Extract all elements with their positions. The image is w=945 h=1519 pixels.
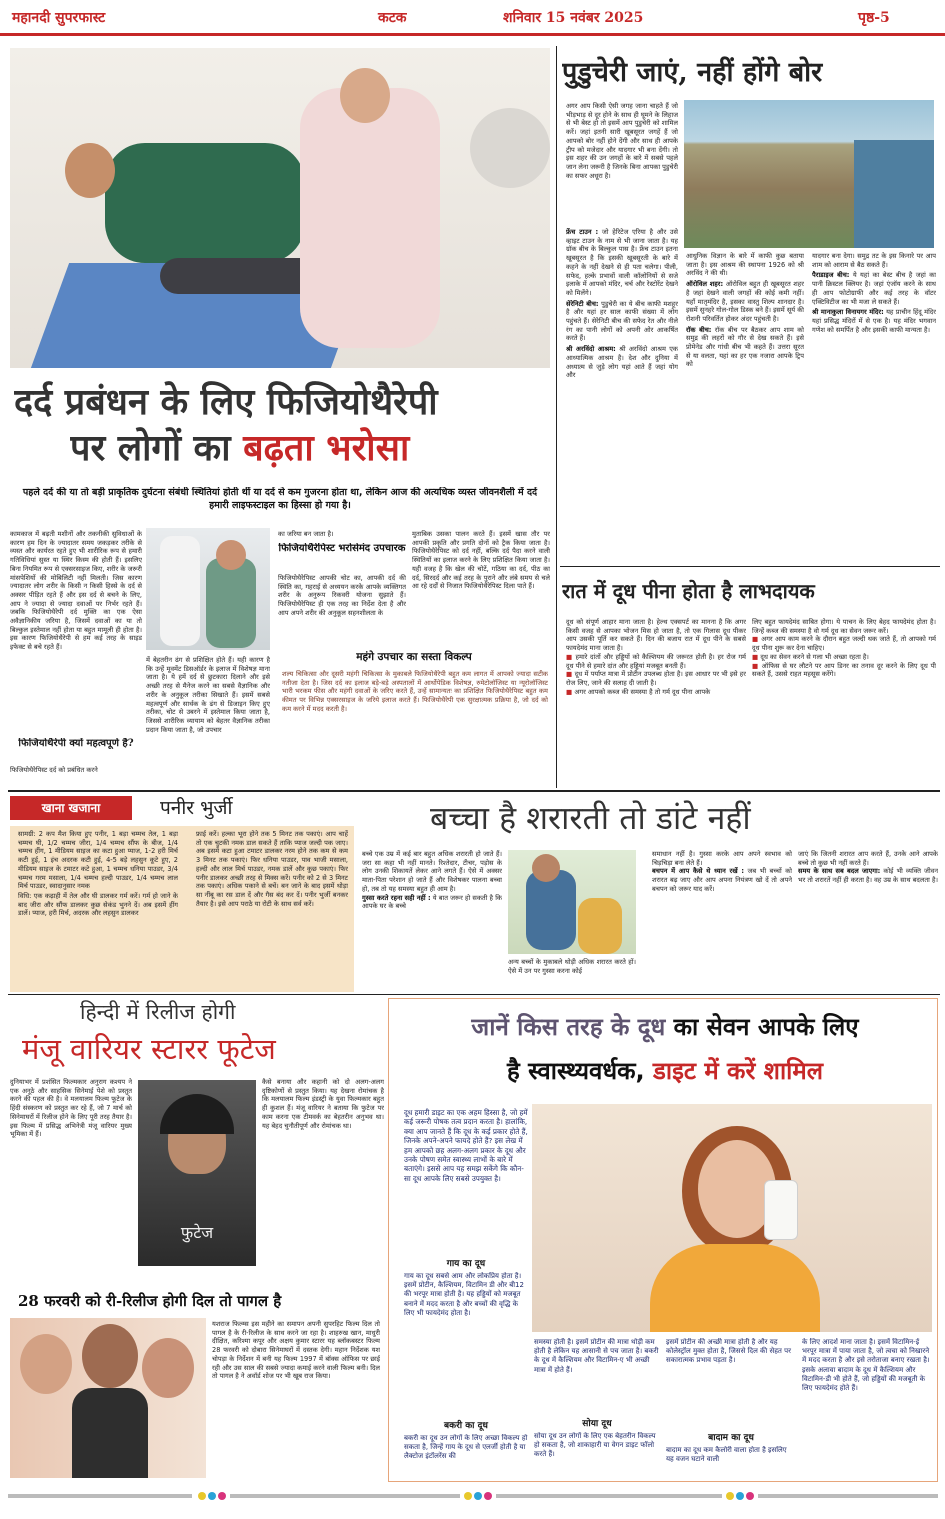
physio-col1-tail: फिजियोथैरेपिस्ट दर्द को प्रबंधित करने xyxy=(10,766,98,774)
cheap-treatment-body: शल्य चिकित्सा और दूसरी महंगी चिकित्सा के मुकाबले फिजियोथैरेपी बहुत कम लागत में आपको ज्यादा सटीक नतीजा देता है। जिस दर्द का इलाज बड़े-बड़े अस्पतालों में आर्थोपेडिक विशेषज्ञ, रुमेटोलॉजिस्ट या न्यूरोलॉजिस्ट भारी भरकम फीस और महंगी दवाओं के जरिए करते हैं, उन्हें सामान्यतः का प्रशिक्षित फिजियोथैरेपिस्ट बहुत कम कीमत पर विभिन्न एक्सरसाइज के जरिये इलाज करते हैं। फिजियोथैरेपी एक सुरक्षात्मक प्रक्रिया है, जो दर्द को कम करने में मदद करती है। xyxy=(282,670,548,713)
recipe-tag: खाना खजाना xyxy=(10,796,132,820)
milk-col4-body: के लिए आदर्श माना जाता है। इसमें विटामिन-ई भरपूर मात्रा में पाया जाता है, जो त्वचा को निखारने में मदद करता है और इसे तरोताजा बनाए रखता है। इसके अलावा बादाम के दूध में कैल्शियम और विटामिन-डी भी होते हैं, जो हड्डियों की मजबूती के लिए फायदेमंद होते हैं। xyxy=(802,1338,930,1393)
print-registration-strip xyxy=(8,1490,938,1502)
pondy-col2 xyxy=(686,252,804,558)
kids-col3-subhead: बचपन में आप कैसे थे ध्यान रखें : xyxy=(652,867,744,876)
physio-headline-line2b: बढ़ता भरोसा xyxy=(243,427,410,469)
milk-night-point: ■ अगर आपको कब्ज की समस्या है तो गर्म दूध पीना आपके xyxy=(566,687,711,696)
physio-col4: मुताबिक उसका पालन करते हैं। इसमें खास तौर पर आपकी प्रकृति और प्रगति दोनों को ट्रैक किया जाता है। फिजियोथैरेपिस्ट को दर्द नहीं, बल्कि दर्द पैदा करने वाली स्थितियों का इलाज करने के लिए प्रशिक्षित किया जाता है। यही वजह है कि खेल की चोटें, गठिया का दर्द, पीठ का दर्द, सिरदर्द और कई तरह के पुराने और लंबे समय से चले आ रहे दर्दों से निजात फिजियोथैरेपिस्ट दिला पाते हैं। xyxy=(412,530,550,591)
kids-photo xyxy=(508,850,636,954)
milk-night-col2-intro: लिए बहुत फायदेमंद साबित होगा। ये पाचन के लिए बेहद फायदेमंद होता है। जिन्हें कब्ज की समस्या है वो गर्म दूध का सेवन जरूर करें। xyxy=(752,618,936,635)
physio-col3-subhead: फिजियोथैरेपिस्ट भरोसेमंद उपचारक xyxy=(278,543,406,554)
pondy-item xyxy=(686,280,804,324)
pondy-aerial-photo xyxy=(684,100,934,248)
pondy-item-key: फ्रेंच टाउन : xyxy=(566,228,599,236)
milk-col3-body: इसमें प्रोटीन की अच्छी मात्रा होती है और यह कोलेस्ट्रॉल मुक्त होता है, जिससे दिल की सेहत पर सकारात्मक प्रभाव पड़ता है। xyxy=(666,1338,791,1365)
physio-inset-photo xyxy=(146,528,270,650)
physio-intro: पहले दर्द की या तो बड़ी प्राकृतिक दुर्घटना संबंधी स्थितियां होती थीं या दर्द से कम गुजरना होता था, लेकिन आज की अत्यधिक व्यस्त जीवनशैली में दर्द हमारी लाइफस्टाइल का हिस्सा हो गया है। xyxy=(22,487,538,511)
milk-types-intro: दूध हमारी डाइट का एक अहम हिस्सा है, जो हमें कई जरूरी पोषक तत्व प्रदान करता है। हालांकि, क्या आप जानते हैं कि दूध के कई प्रकार होते हैं, जिनके अपने-अपने फायदे होते हैं? इस लेख में हम आपको छह अलग-अलग प्रकार के दूध और उनके पोषण समेत स्वास्थ्य लाभों के बारे में बताएंगे। इससे आप यह समझ सकेंगे कि कौन-सा दूध आपके लिए सबसे उपयुक्त है। xyxy=(404,1108,528,1183)
page-number: पृष्ठ-5 xyxy=(858,10,890,26)
manju-col2: कैसे बनाया और कहानी को दो अलग-अलग दृष्टिकोणों से प्रस्तुत किया। यह देखना रोमांचक है कि मलयालम फिल्म इंडस्ट्री के युवा फिल्मकार बहुत ही कुशल हैं। मंजू वारियर ने बताया कि फुटेज पर काम करना एक टीमवर्क का बेहतरीन अनुभव था। यह बेहद चुनौतीपूर्ण और रोमांचक था। xyxy=(262,1078,384,1130)
kids-col4-body: जाएं कि जितनी शरारत आप करते हैं, उनके आने आपके बच्चे तो कुछ भी नहीं करते हैं। xyxy=(798,850,938,867)
physio-col1: कामकाज में बढ़ती मशीनों और तकनीकी सुविधाओं के कारण हम दिन के ज्यादातर समय जकड़कर तरीके से व्यस्त और कार्यरत रहते हुए भी शारीरिक रूप से हमारी गतिविधियां सुस्त या स्थिर किस्म की होती हैं। इसलिए बिना नियमित रूप से एक्सरसाइज किए, शरीर के जरूरी मांसपेशियों की मोबिलिटी नहीं मिलती। जिस कारण ज्यादातर लोग शरीर के किसी न किसी हिस्से के दर्द से अक्सर पीड़ित रहते हैं और इस दर्द से बचने के लिए, आप ने ज्यादा से ज्यादा दवाओं पर निर्भर रहते हैं। जबकि फिजियोथैरेपी दर्द मुक्ति का एक ऐसा अवैज्ञानिकीय जरिया है, जिसमें दवाओं का या तो बिल्कुल इस्तेमाल नहीं होता या बहुत मामूली ही होता है। इस कारण फिजियोथैरेपी से हम कई तरह के साइड इफेक्ट से बचे रहते हैं। xyxy=(10,530,142,652)
recipe-col2: फ्राई करें। हल्का भूरा होने तक 5 मिनट तक पकाएं। आप चाहें तो एक चुटकी नमक डाल सकते हैं ताकि प्याज जल्दी पक जाए। अब इसमें कटा हुआ टमाटर डालकर नरम होने तक कम से कम 3 मिनट तक पकाएं। फिर धनिया पाउडर, पाव भाजी मसाला, हल्दी और लाल मिर्च पाउडर, नमक डालें और कुछ पकाएं। फिर पनीर डालकर अच्छी तरह से मिक्स करें। पनीर को 2 से 3 मिनट तक पकाएं। अधिक पकाने से बचें। बन जाने के बाद इसमें थोड़ा सा नींबू का रस डाल दें और गैस बंद कर दें। पनीर भुर्जी बनकर तैयार है। इसे आप पराठे या रोटी के साथ सर्व करें। xyxy=(196,830,348,908)
kids-col1-subhead: गुस्सा करते रहना सही नहीं : xyxy=(362,893,431,902)
milk-night-point-text: ऑफिस से घर लौटने पर आप डिनर का तनाव दूर करने के लिए दूध पी सकते हैं, उससे राहत महसूस करेंगे। xyxy=(752,661,936,679)
recipe-ingredients: सामग्री: 2 कप मैश किया हुए पनीर, 1 बड़ा चम्मच तेल, 1 बड़ा चम्मच घी, 1/2 चम्मच जीरा, 1/4 चम्मच सौंफ के बीज, 1/4 चम्मच हींग, 1 मीडियम साइज का कटा हुआ प्याज, 1-2 हरी मिर्च कटी हुई, 1 इंच अदरक कटी हुई, 4-5 बड़े लहसुन कूटे हुए, 2 मीडियम साइज के टमाटर कटे हुआ, 1 चम्मच धनिया पाउडर, 3/4 चम्मच गरम मसाला, 1/4 चम्मच हल्दी पाउडर, 1/4 चम्मच लाल मिर्च पाउडर, स्वादानुसार नमक xyxy=(18,830,178,891)
pondy-item-text: पुडुचेरी का ये बीच काफी मशहूर है और यहां हर साल काफी संख्या में लोग पहुंचते हैं। सेरेनिटी बीच की सफेद रेत और नीले रंग का पानी लोगों को अपनी ओर आकर्षित करते हैं। xyxy=(566,299,678,343)
pondy-item-key: श्री अरविंदो आश्रम: xyxy=(566,345,616,354)
milk-cow-body: गाय का दूध सबसे आम और लोकप्रिय होता है। इसमें प्रोटीन, कैल्शियम, विटामिन डी और बी12 की भरपूर मात्रा होती है। यह हड्डियों को मजबूत बनाने में मदद करता है और बच्चों की वृद्धि के लिए भी फायदेमंद होता है। xyxy=(404,1272,524,1317)
kids-col4 xyxy=(798,850,938,986)
kids-col1-tail: ये बात जरूर हो सकती है कि आपके घर के बच्चे xyxy=(362,893,502,911)
manju-col1: दुनियाभर में प्रशंसित फिल्मकार अनुराग कश्यप ने एक अनूठे और साहसिक सिनेमाई पेशे को प्रस्तुत करने की पहल की है। वे मलयालम फिल्म फूटेज के हिंदी संस्करण को प्रस्तुत कर रहे हैं, जो 7 मार्च को सिनेमाघरों में रिलीज होने के लिए पूरी तरह तैयार है। इस फिल्म में प्रसिद्ध अभिनेत्री मंजू वारियर मुख्य भूमिका में हैं। xyxy=(10,1078,132,1139)
kids-col1-body: बच्चे एक उम्र में कई बार बहुत अधिक शरारती हो जाते हैं। जरा सा कहा भी नहीं मानते। रिश्तेदार, टीचर, पड़ोस के लोग उनकी शिकायतें लेकर आने लगते हैं। ऐसे में अक्सर माता-पिता परेशान हो जाते हैं और विशेषकर पालना बच्चा हो, तब तो यह समस्या बहुत ही आम है। xyxy=(362,850,502,893)
milk-girl-photo xyxy=(532,1104,932,1332)
dil-title: 28 फरवरी को री-रिलीज होगी दिल तो पागल है xyxy=(18,1292,282,1310)
milk-night-point: ■ हमारे दांतों और हड्डियों को कैल्शियम की जरूरत होती है। हर रोज गर्म दूध पीने से हमारे दांत और हड्डियां मजबूत बनती हैं। xyxy=(566,652,746,670)
kids-col3-body: समाधान नहीं है। गुस्सा करके आप अपने स्वभाव को चिड़चिड़ा बना लेते हैं। xyxy=(652,850,792,867)
milk-night-point: ■ दूध का सेवन करने से गला भी अच्छा रहता है। xyxy=(752,652,869,661)
milk-almond-heading: बादाम का दूध xyxy=(708,1433,754,1443)
kids-col1 xyxy=(362,850,502,984)
milk-night-title: रात में दूध पीना होता है लाभदायक xyxy=(562,579,815,603)
milk-types-title-1b: का सेवन आपके लिए xyxy=(673,1013,859,1041)
milk-night-col1 xyxy=(566,618,746,786)
milk-soy-body: सोया दूध उन लोगों के लिए एक बेहतरीन विकल्प हो सकता है, जो शाकाहारी या वेगन डाइट फॉलो करते हैं। xyxy=(534,1432,656,1459)
pondy-item xyxy=(566,228,678,298)
kids-col3-tail: जब भी बच्चों को शरारत बढ़ जाए और आप अपना नियंत्रण खो दें तो अपने बचपन को जरूर याद करें। xyxy=(652,867,792,893)
physio-headline-line2 xyxy=(70,426,550,470)
section-rule xyxy=(8,994,940,995)
milk-night-col2 xyxy=(752,618,936,786)
physio-col3: फिजियोथैरेपिस्ट आपकी चोट का, आपकी दर्द की स्थिति का, गहराई से अध्ययन करके आपके व्यक्तिगत शरीर के अनुरूप रिकवरी योजना सुझाते हैं। फिजियोथैरेपिस्ट ही एक तरह का निर्देश देता है और आप अपने शरीर की अनुकूल सहनशीलता के xyxy=(278,574,406,617)
milk-night-point-text: दूध का सेवन करने से गला भी अच्छा रहता है। xyxy=(760,652,869,661)
pondy-col3-intro: यादगार बना देगा। समुद्र तट के इस किनारे पर आप शाम को आराम से बैठ सकते हैं। xyxy=(812,252,936,269)
issue-date: शनिवार 15 नवंबर 2025 xyxy=(503,10,644,26)
kids-col2: अन्य बच्चों के मुकाबले थोड़ी अधिक शरारत करते हों। ऐसे में उन पर गुस्सा करना कोई xyxy=(508,958,636,975)
milk-night-intro: दूध को संपूर्ण आहार माना जाता है। हेल्थ एक्सपर्ट का मानना है कि अगर किसी वजह से आपका भोजन मिस हो जाता है, तो एक गिलास दूध पीकर आप उसकी पूर्ति कर सकते हैं। दिन की बजाय रात में दूध पीने के सबसे फायदेमंद माना जाता है। xyxy=(566,618,746,653)
milk-night-point: ■ अगर आप काम करने के दौरान बहुत जल्दी थक जाते हैं, तो आपको गर्म दूध पीना शुरू कर देना चाहिए। xyxy=(752,635,936,653)
milk-night-point-text: हमारे दांतों और हड्डियों को कैल्शियम की जरूरत होती है। हर रोज गर्म दूध पीने से हमारे दांत और हड्डियां मजबूत बनती हैं। xyxy=(566,652,746,670)
kids-col4-subhead: समय के साथ सब बदल जाएगा: xyxy=(798,867,881,876)
physio-col3-lead: का जरिया बन जाता है। xyxy=(278,530,334,538)
recipe-title: पनीर भुर्जी xyxy=(160,797,233,819)
city: कटक xyxy=(378,10,407,26)
pondy-item-key: रॉक बीच: xyxy=(686,325,712,334)
milk-types-title-2a: है स्वास्थ्यवर्धक, xyxy=(506,1057,654,1085)
pondy-item-text: रॉक बीच पर बैठकर आप शाम को समुद्र की लहरों को गौर से देख सकते हैं। इसे प्रोमेनेड और गांधी बीच भी कहते हैं। उत्तरा सूरत से या वलता, यहां का हर एक नजारा आपके ट्रिप को xyxy=(686,325,804,369)
pondy-item-text: यह प्राचीन हिंदू मंदिर यहां प्रसिद्ध मंदिरों में से एक है। यह मंदिर भगवान गणेश को समर्पित है और इसकी काफी मान्यता है। xyxy=(812,308,936,334)
recipe-col1 xyxy=(18,830,178,988)
pondy-item xyxy=(686,326,804,370)
milk-types-title-1a: जानें किस तरह के दूध xyxy=(471,1013,674,1041)
milk-goat-heading: बकरी का दूध xyxy=(444,1421,488,1431)
manju-title: मंजू वारियर स्टारर फूटेज xyxy=(22,1032,276,1066)
physio-headline-line1: दर्द प्रबंधन के लिए फिजियोथैरेपी xyxy=(14,381,438,423)
column-divider xyxy=(556,46,557,788)
milk-types-title-line1 xyxy=(400,1006,930,1048)
kids-col4-tail: कोई भी व्यक्ति जीवन भर तो शरारतें नहीं ही करता है। वह उम्र के साथ बदलता है। xyxy=(798,867,938,885)
milk-soy-heading: सोया दूध xyxy=(582,1419,612,1429)
pondy-item-text: श्री अरविंदो आश्रम एक आध्यात्मिक आश्रम है। देश और दुनिया में अध्यात्म से जुड़े लोग यहां आते हैं जहां योग और xyxy=(566,345,678,380)
section-rule xyxy=(8,790,940,792)
dil-photo xyxy=(10,1318,206,1478)
masthead xyxy=(0,0,945,36)
section-rule xyxy=(560,566,940,567)
pondy-item xyxy=(566,300,678,344)
pondy-item-text: जो हेरिटेज एरिया है और उसे व्हाइट टाउन के नाम से भी जाना जाता है। यह ग्रॉक बीच के बिल्कुल पास है। फ्रेंच टाउन इतना खूबसूरत है कि इसकी खूबसूरती के बारे में कहने के नहीं देखने से ही पता चलेगा। पीली, सफेद, हल्के प्रभावों वाली कॉलोनियों से सजे इलाके में आपको मंदिर, चर्च और रेस्टोरेंट देखने को मिलेंगे। xyxy=(566,228,678,297)
milk-night-point: ■ ऑफिस से घर लौटने पर आप डिनर का तनाव दूर करने के लिए दूध पी सकते हैं, उससे राहत महसूस करेंगे। xyxy=(752,661,936,679)
physio-col2: में बेहतरीन ढंग से प्रशिक्षित होते हैं। यही कारण है कि उन्हें मूवमेंट डिसऑर्डर के इलाज में विशेषज्ञ माना जाता है। ये हमें दर्द से छुटकारा दिलाने और इसे अच्छी तरह से मैनेज करने का सबसे वैज्ञानिक और शरीर के अनुकूल तरीका सिखाते हैं। इसमें सबसे महत्वपूर्ण और सार्थक के ढंग से डिजाइन किए हुए तरीका, चोट से उबरने में इस्तेमाल किया जाता है, जिससे शारीरिक व्यायाम को बेहतर वैज्ञानिक तरीका प्रदान किया जाता है, जो उपचार xyxy=(146,656,270,734)
kids-title: बच्चा है शरारती तो डांटे नहीं xyxy=(430,799,751,837)
kids-col3 xyxy=(652,850,792,986)
manju-kicker: हिन्दी में रिलीज होगी xyxy=(80,1000,236,1024)
milk-night-point-text: दूध में पर्याप्त मात्रा में प्रोटीन उपलब्ध होता है। इस आधार पर भी इसे हर रोज लिए, जाने की सलाह दी जाती है। xyxy=(566,670,746,687)
paper-name: महानदी सुपरफास्ट xyxy=(12,10,106,26)
pondy-item xyxy=(566,345,678,380)
milk-night-point-text: अगर आपको कब्ज की समस्या है तो गर्म दूध पीना आपके xyxy=(574,687,711,696)
milk-almond-body: बादाम का दूध कम कैलोरी वाला होता है इसलिए यह वजन घटाने वाली xyxy=(666,1446,787,1464)
pondy-item-key: श्री मानाकुला विनायगर मंदिर: xyxy=(812,308,884,317)
pondy-title: पुडुचेरी जाएं, नहीं होंगे बोर xyxy=(562,57,823,88)
poster-title: फुटेज xyxy=(180,1223,214,1242)
pondy-item-text: ऑरोविल बहुत ही खूबसूरत शहर है जहां देखने वाली जगहों की कोई कमी नहीं। यहाँ मातृमंदिर है, इसका वास्तु शिल्प शानदार है। इसमें सुनहरे गोल-गोल डिस्क बने हैं। इसमें सूर्य की रोशनी परिवर्तित होकर अंदर पहुंचती है। xyxy=(686,280,804,323)
physio-headline-line2a: पर लोगों का xyxy=(70,427,244,469)
pondy-item xyxy=(812,308,936,334)
milk-night-point-text: अगर आप काम करने के दौरान बहुत जल्दी थक जाते हैं, तो आपको गर्म दूध पीना शुरू कर देना चाहिए। xyxy=(752,635,936,653)
pondy-col2-intro: आधुनिक विज्ञान के बारे में काफी कुछ बताया जाता है। इस आश्रम की स्थापना 1926 को श्री अरविंद ने की थी। xyxy=(686,252,804,278)
milk-col2-body: समस्या होती है। इसमें प्रोटीन की मात्रा थोड़ी कम होती है लेकिन यह आसानी से पच जाता है। बकरी के दूध में कैल्शियम और विटामिन-ए भी अच्छी मात्रा में होते हैं। xyxy=(534,1338,659,1374)
footage-poster xyxy=(138,1080,256,1266)
pondy-item-key: ऑरोविल शहर: xyxy=(686,280,724,289)
milk-goat-body: बकरी का दूध उन लोगों के लिए अच्छा विकल्प हो सकता है, जिन्हें गाय के दूध से एलर्जी होती है या लैक्टोज इंटॉलरेंस की xyxy=(404,1434,528,1461)
recipe-method: विधि: एक कढ़ाही में तेल और घी डालकर गर्म करें। गर्म हो जाने के बाद जीरा और सौंफ डालकर कुछ सेकंड भुनने दें। अब इसमें हींग डालें। प्याज, हरी मिर्च, अदरक और लहसुन डालकर xyxy=(18,891,178,918)
pondy-item-key: पैराडाइज बीच: xyxy=(812,271,850,280)
pondy-item-key: सेरेनिटी बीच: xyxy=(566,299,599,308)
physio-hero-photo xyxy=(10,48,550,368)
cheap-treatment-title: महंगे उपचार का सस्ता विकल्प xyxy=(356,651,472,663)
physio-col1-subhead: फिजियोथैरेपी क्यों महत्वपूर्ण है? xyxy=(18,738,134,749)
milk-cow-heading: गाय का दूध xyxy=(446,1259,486,1269)
pondy-item xyxy=(812,271,936,306)
pondy-col3 xyxy=(812,252,936,558)
milk-types-title-line2 xyxy=(400,1050,930,1092)
dil-body: यशराज फिल्म्स इस महीने का समापन अपनी सुपरहिट फिल्म दिल तो पागल है के री-रिलीज के साथ करने जा रहा है। शाहरुख खान, माधुरी दीक्षित, करिश्मा कपूर और अक्षय कुमार स्टारर यह ब्लॉकबस्टर फिल्म 28 फरवरी को दोबारा सिनेमाघरों में दस्तक देगी। महान निर्देशक यश चोपड़ा के निर्देशन में बनी यह फिल्म 1997 में बॉक्स ऑफिस पर छाई रही और उस साल की सबसे ज्यादा कमाई करने वाली फिल्म बनी। दिल तो पागल है ने अवॉर्ड शोज पर भी खूब राज किया। xyxy=(212,1320,380,1381)
pondy-col1-items xyxy=(566,228,678,558)
pondy-item-text: ये यहां का बेस्ट बीच है जहां का पानी क्रिस्टल क्लियर है। जहां एंजॉय करने के साथ ही आप फोटोग्राफी और कई तरह के वॉटर एक्टिविटीज का भी मजा ले सकते हैं। xyxy=(812,271,936,306)
pondy-col1-intro: अगर आप किसी ऐसी जगह जाना चाहते हैं जो भीड़भाड़ से दूर होने के साथ ही घूमने के लिहाज से भी बेस्ट हो तो इसमें आप पुडुचेरी को शामिल करें। जहां इतनी सारी खूबसूरत जगहें हैं जो आपको बोर नहीं होने देंगी और साथ ही आपके ट्रीप को मजेदार और यादगार भी बना देंगी। तो इस शहर की उन जगहों के बारे में सबसे पहले जान लेना जरूरी है जिनके बिना आपका पुडुचेरी का सफर अधूरा है। xyxy=(566,102,678,180)
milk-types-title-2b: डाइट में करें शामिल xyxy=(653,1057,824,1085)
milk-night-point: ■ दूध में पर्याप्त मात्रा में प्रोटीन उपलब्ध होता है। इस आधार पर भी इसे हर रोज लिए, जाने की सलाह दी जाती है। xyxy=(566,670,746,687)
